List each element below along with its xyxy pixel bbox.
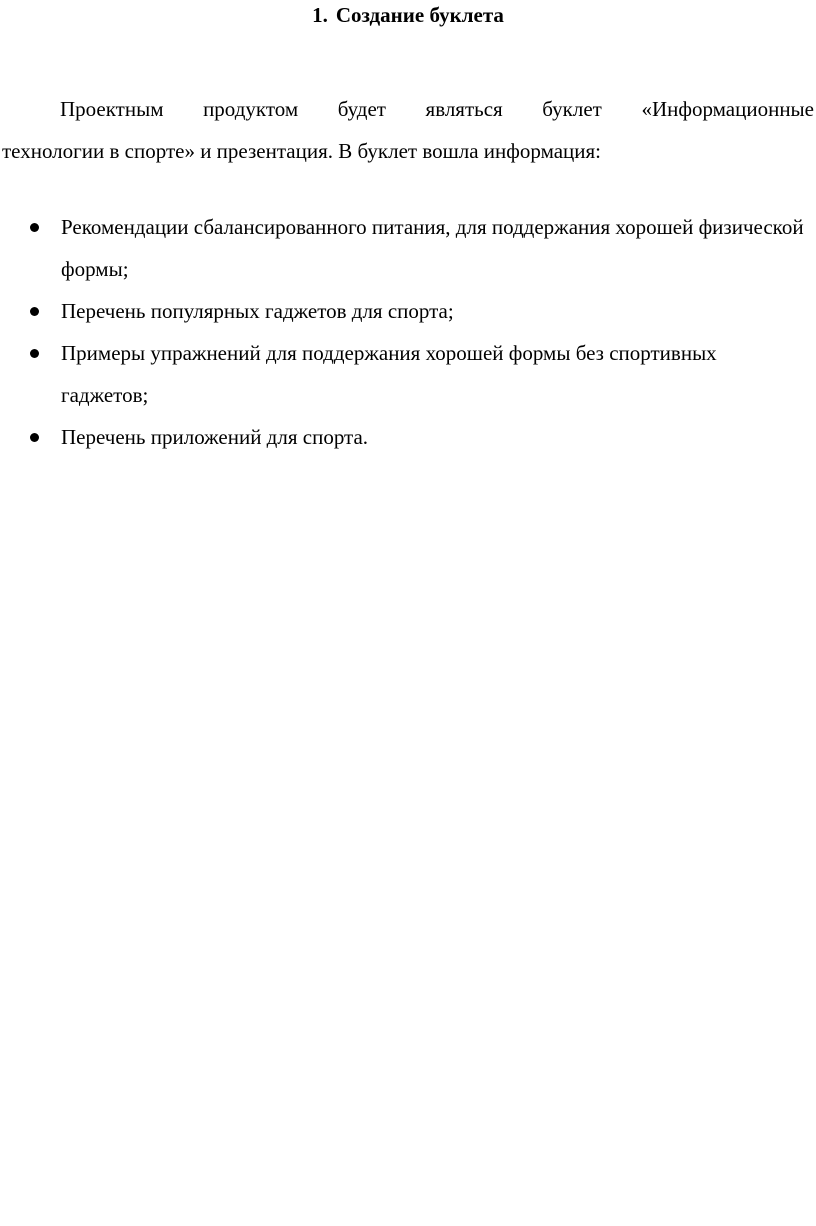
section-heading [0,1,816,29]
list-item [0,206,806,290]
bullet-icon [30,223,39,232]
list-item [0,332,806,416]
intro-paragraph [2,88,814,172]
list-item [0,416,806,458]
list-item-text: Перечень приложений для спорта. [61,425,369,449]
bullet-list [0,206,816,458]
section-title: Создание буклета [335,3,504,27]
intro-line-1: Проектным продуктом будет являться буклет «Информационные [60,97,814,121]
list-item [0,290,806,332]
bullet-icon [30,433,39,442]
list-item-text: Рекомендации сбалансированного питания, для поддержания хорошей физической формы; [61,215,804,281]
section-number: 1. [312,3,328,27]
list-item-text: Перечень популярных гаджетов для спорта; [61,299,454,323]
bullet-icon [30,349,39,358]
bullet-icon [30,307,39,316]
intro-line-2: технологии в спорте» и презентация. В буклет вошла информация: [2,139,602,163]
list-item-text: Примеры упражнений для поддержания хорошей формы без спортивных гаджетов; [61,341,717,407]
